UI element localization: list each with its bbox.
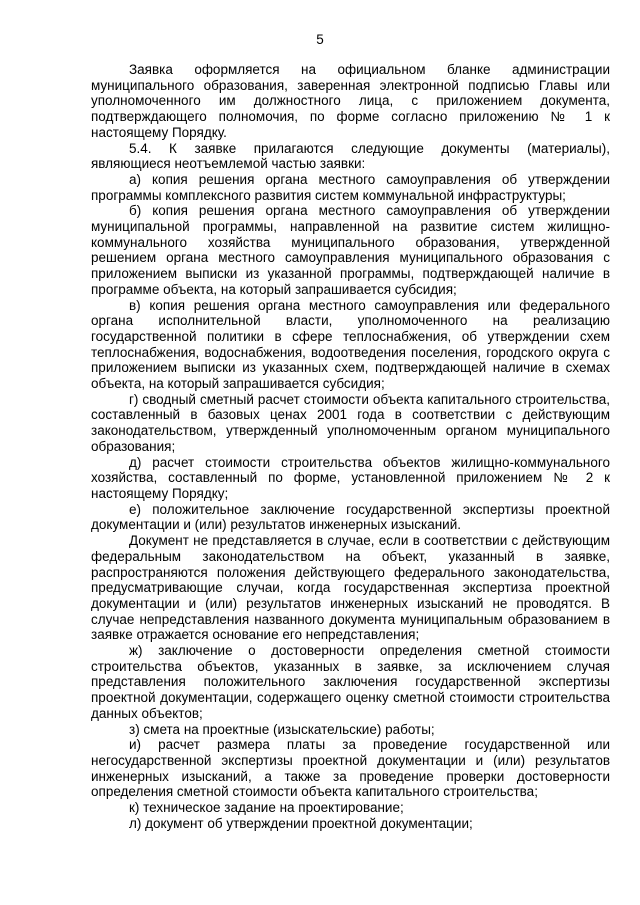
list-item-a: а) копия решения органа местного самоуправления об утверждении программы комплексного развития систем коммунальной инфраструктуры;: [91, 171, 610, 203]
list-item-e: е) положительное заключение государственной экспертизы проектной документации и (или) результатов инженерных изысканий.: [91, 501, 610, 533]
list-item-l: л) документ об утверждении проектной документации;: [129, 815, 473, 831]
list-item-k: к) техническое задание на проектирование;: [129, 800, 404, 816]
page-number: 5: [316, 32, 324, 47]
paragraph-application-form: Заявка оформляется на официальном бланке администрации муниципального образования, заверенная электронной подписью Главы или уполномоченного им должностного лица, с приложением документа, подтверждающего полномочия, по форме согласно приложению № 1 к настоящему Порядку.: [91, 62, 610, 140]
paragraph-exception-note: Документ не представляется в случае, если в соответствии с действующим федеральным законодательством на объект, указанный в заявке, распространяются положения действующего федерального законодательства, предусматривающие случаи, когда государственная экспертиза проектной документации и (или) результатов инженерных изысканий не проводятся. В случае непредставления названного документа муниципальным образованием в заявке отражается основание его непредставления;: [91, 533, 610, 643]
list-item-z: з) смета на проектные (изыскательские) работы;: [129, 721, 435, 737]
list-item-v: в) копия решения органа местного самоуправления или федерального органа исполнительной власти, уполномоченного на реализацию государственной политики в сфере теплоснабжения, об утверждении схем теплоснабжения, водоснабжения, водоотведения поселения, городского округа с приложением выписки из указанных схем, подтверждающей наличие в схемах объекта, на который запрашивается субсидия;: [91, 297, 610, 392]
document-body: [91, 62, 610, 831]
list-item-i: и) расчет размера платы за проведение государственной или негосударственной экспертизы проектной документации и (или) результатов инженерных изысканий, а также за проведение проверки достоверности определения сметной стоимости объекта капитального строительства;: [91, 737, 610, 800]
list-item-b: б) копия решения органа местного самоуправления об утверждении муниципальной программы, направленной на развитие систем жилищно-коммунального хозяйства муниципального образования, утвержденной решением органа местного самоуправления муниципального образования с приложением выписки из указанной программы, подтверждающей наличие в программе объекта, на который запрашивается субсидия;: [91, 203, 610, 297]
paragraph-5-4: 5.4. К заявке прилагаются следующие документы (материалы), являющиеся неотъемлемой частью заявки:: [91, 140, 610, 172]
list-item-zh: ж) заключение о достоверности определения сметной стоимости строительства объектов, указанных в заявке, за исключением случая представления положительного заключения государственной экспертизы проектной документации, содержащего оценку сметной стоимости строительства данных объектов;: [91, 643, 610, 721]
list-item-d: д) расчет стоимости строительства объектов жилищно-коммунального хозяйства, составленный по форме, установленной приложением № 2 к настоящему Порядку;: [91, 454, 610, 501]
list-item-g: г) сводный сметный расчет стоимости объекта капитального строительства, составленный в базовых ценах 2001 года в соответствии с действующим законодательством, утвержденный уполномоченным органом муниципального образования;: [91, 391, 610, 454]
